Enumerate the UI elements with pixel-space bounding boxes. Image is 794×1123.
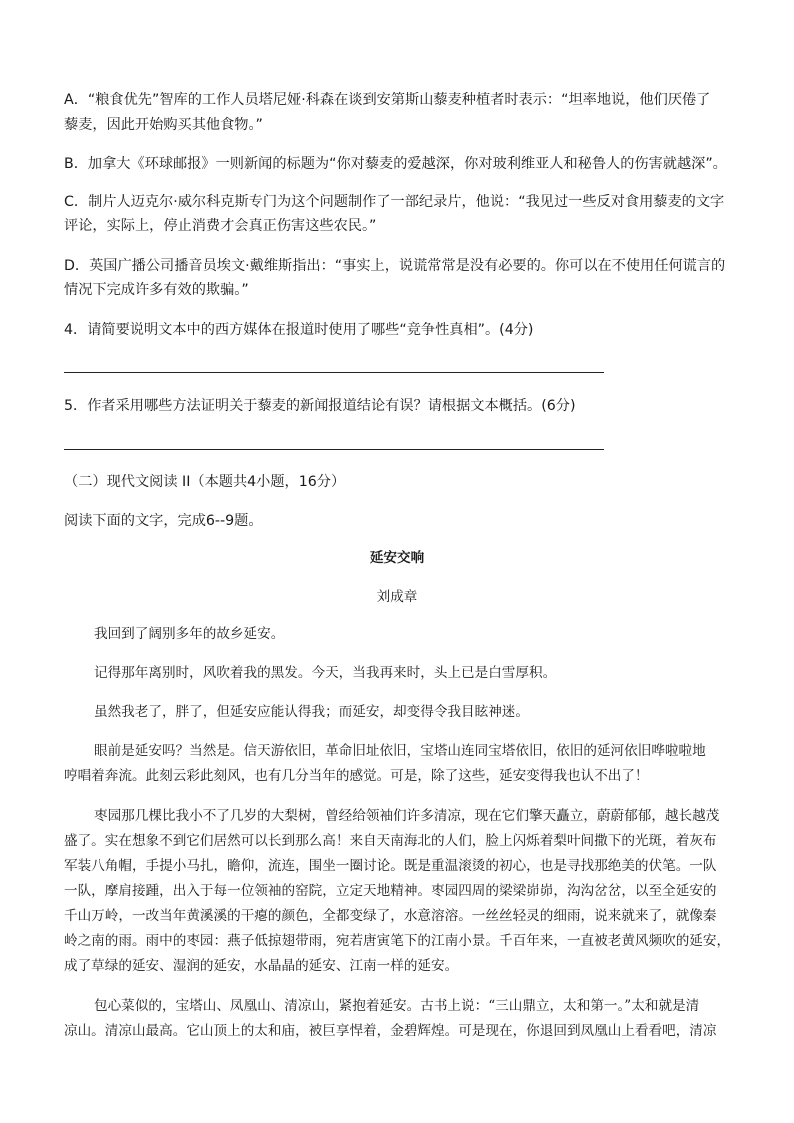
section-heading: （二）现代文阅读 II（本题共4小题，16分）: [64, 474, 346, 490]
article-title: 延安交响: [369, 550, 425, 566]
paragraph-3: 虽然我老了，胖了，但延安应能认得我；而延安，却变得令我目眩神迷。: [94, 704, 529, 720]
answer-line-q4[interactable]: [64, 372, 604, 373]
option-a-line-2: 藜麦，因此开始购买其他食物。”: [64, 117, 263, 133]
option-d-line-1: D．英国广播公司播音员埃文·戴维斯指出：“事实上，说谎常常是没有必要的。你可以在不使用任何谎言的: [64, 258, 726, 274]
section-instruction: 阅读下面的文字，完成6--9题。: [64, 513, 263, 529]
paragraph-5-line-1: 枣园那几棵比我小不了几岁的大梨树，曾经给领袖们许多清凉，现在它们擎天矗立，蔚蔚郁郁，越长越茂: [94, 808, 720, 824]
paragraph-1: 我回到了阔别多年的故乡延安。: [94, 626, 285, 642]
question-5: 5．作者采用哪些方法证明关于藜麦的新闻报道结论有误？请根据文本概括。(6分): [64, 398, 576, 414]
paragraph-5-line-6: 岭之南的雨。雨中的枣园：燕子低掠翅带雨，宛若唐寅笔下的江南小景。千百年来，一直被老黄风频吹的延安，: [64, 933, 731, 949]
paragraph-5-line-4: 一队，摩肩接踵，出入于每一位领袖的窑院，立定天地精神。枣园四周的梁梁峁峁，沟沟岔岔，以至全延安的: [64, 883, 717, 899]
option-c-line-2: 评论，实际上，停止消费才会真正伤害这些农民。”: [64, 218, 377, 234]
paragraph-5-line-7: 成了草绿的延安、湿润的延安，水晶晶的延安、江南一样的延安。: [64, 958, 459, 974]
paragraph-6-line-2: 凉山。清凉山最高。它山顶上的太和庙，被巨享悍着，金碧辉煌。可是现在，你退回到凤凰山上看看吧，清凉: [64, 1023, 717, 1039]
answer-line-q5[interactable]: [64, 449, 604, 450]
paragraph-5-line-5: 千山万岭，一改当年黄溪溪的干瘪的颜色，全都变绿了，水意溶溶。一丝丝轻灵的细雨，说来就来了，就像秦: [64, 908, 717, 924]
paragraph-4-line-2: 哼唱着奔流。此刻云彩此刻风，也有几分当年的感觉。可是，除了这些，延安变得我也认不出了！: [64, 768, 649, 784]
paragraph-4-line-1: 眼前是延安吗？当然是。信天游依旧，革命旧址依旧，宝塔山连同宝塔依旧，依旧的延河依旧哗啦啦地: [94, 743, 706, 759]
option-b-line-1: B．加拿大《环球邮报》一则新闻的标题为“你对藜麦的爱越深，你对玻利维亚人和秘鲁人的伤害就越深”。: [64, 156, 727, 172]
question-4: 4．请简要说明文本中的西方媒体在报道时使用了哪些“竞争性真相”。(4分): [64, 322, 534, 338]
paragraph-2: 记得那年离别时，风吹着我的黑发。今天，当我再来时，头上已是白雪厚积。: [94, 665, 557, 681]
option-a-line-1: A．“粮食优先”智库的工作人员塔尼娅·科森在谈到安第斯山藜麦种植者时表示：“坦率地说，他们厌倦了: [64, 92, 711, 108]
paragraph-5-line-2: 盛了。实在想象不到它们居然可以长到那么高！来自天南海北的人们，脸上闪烁着梨叶间撒下的光斑，着灰布: [64, 833, 717, 849]
option-c-line-1: C．制片人迈克尔·威尔科克斯专门为这个问题制作了一部纪录片，他说：“我见过一些反对食用藜麦的文字: [64, 194, 725, 210]
paragraph-6-line-1: 包心菜似的，宝塔山、凤凰山、清凉山，紧抱着延安。古书上说：“三山鼎立，太和第一。”太和就是清: [94, 998, 700, 1014]
option-d-line-2: 情况下完成许多有效的欺骗。”: [64, 282, 249, 298]
article-author: 刘成章: [376, 589, 418, 605]
paragraph-5-line-3: 军装八角帽，手提小马扎，瞻仰，流连，围坐一圈讨论。既是重温滚烫的初心，也是寻找那绝美的伏笔。一队: [64, 858, 717, 874]
